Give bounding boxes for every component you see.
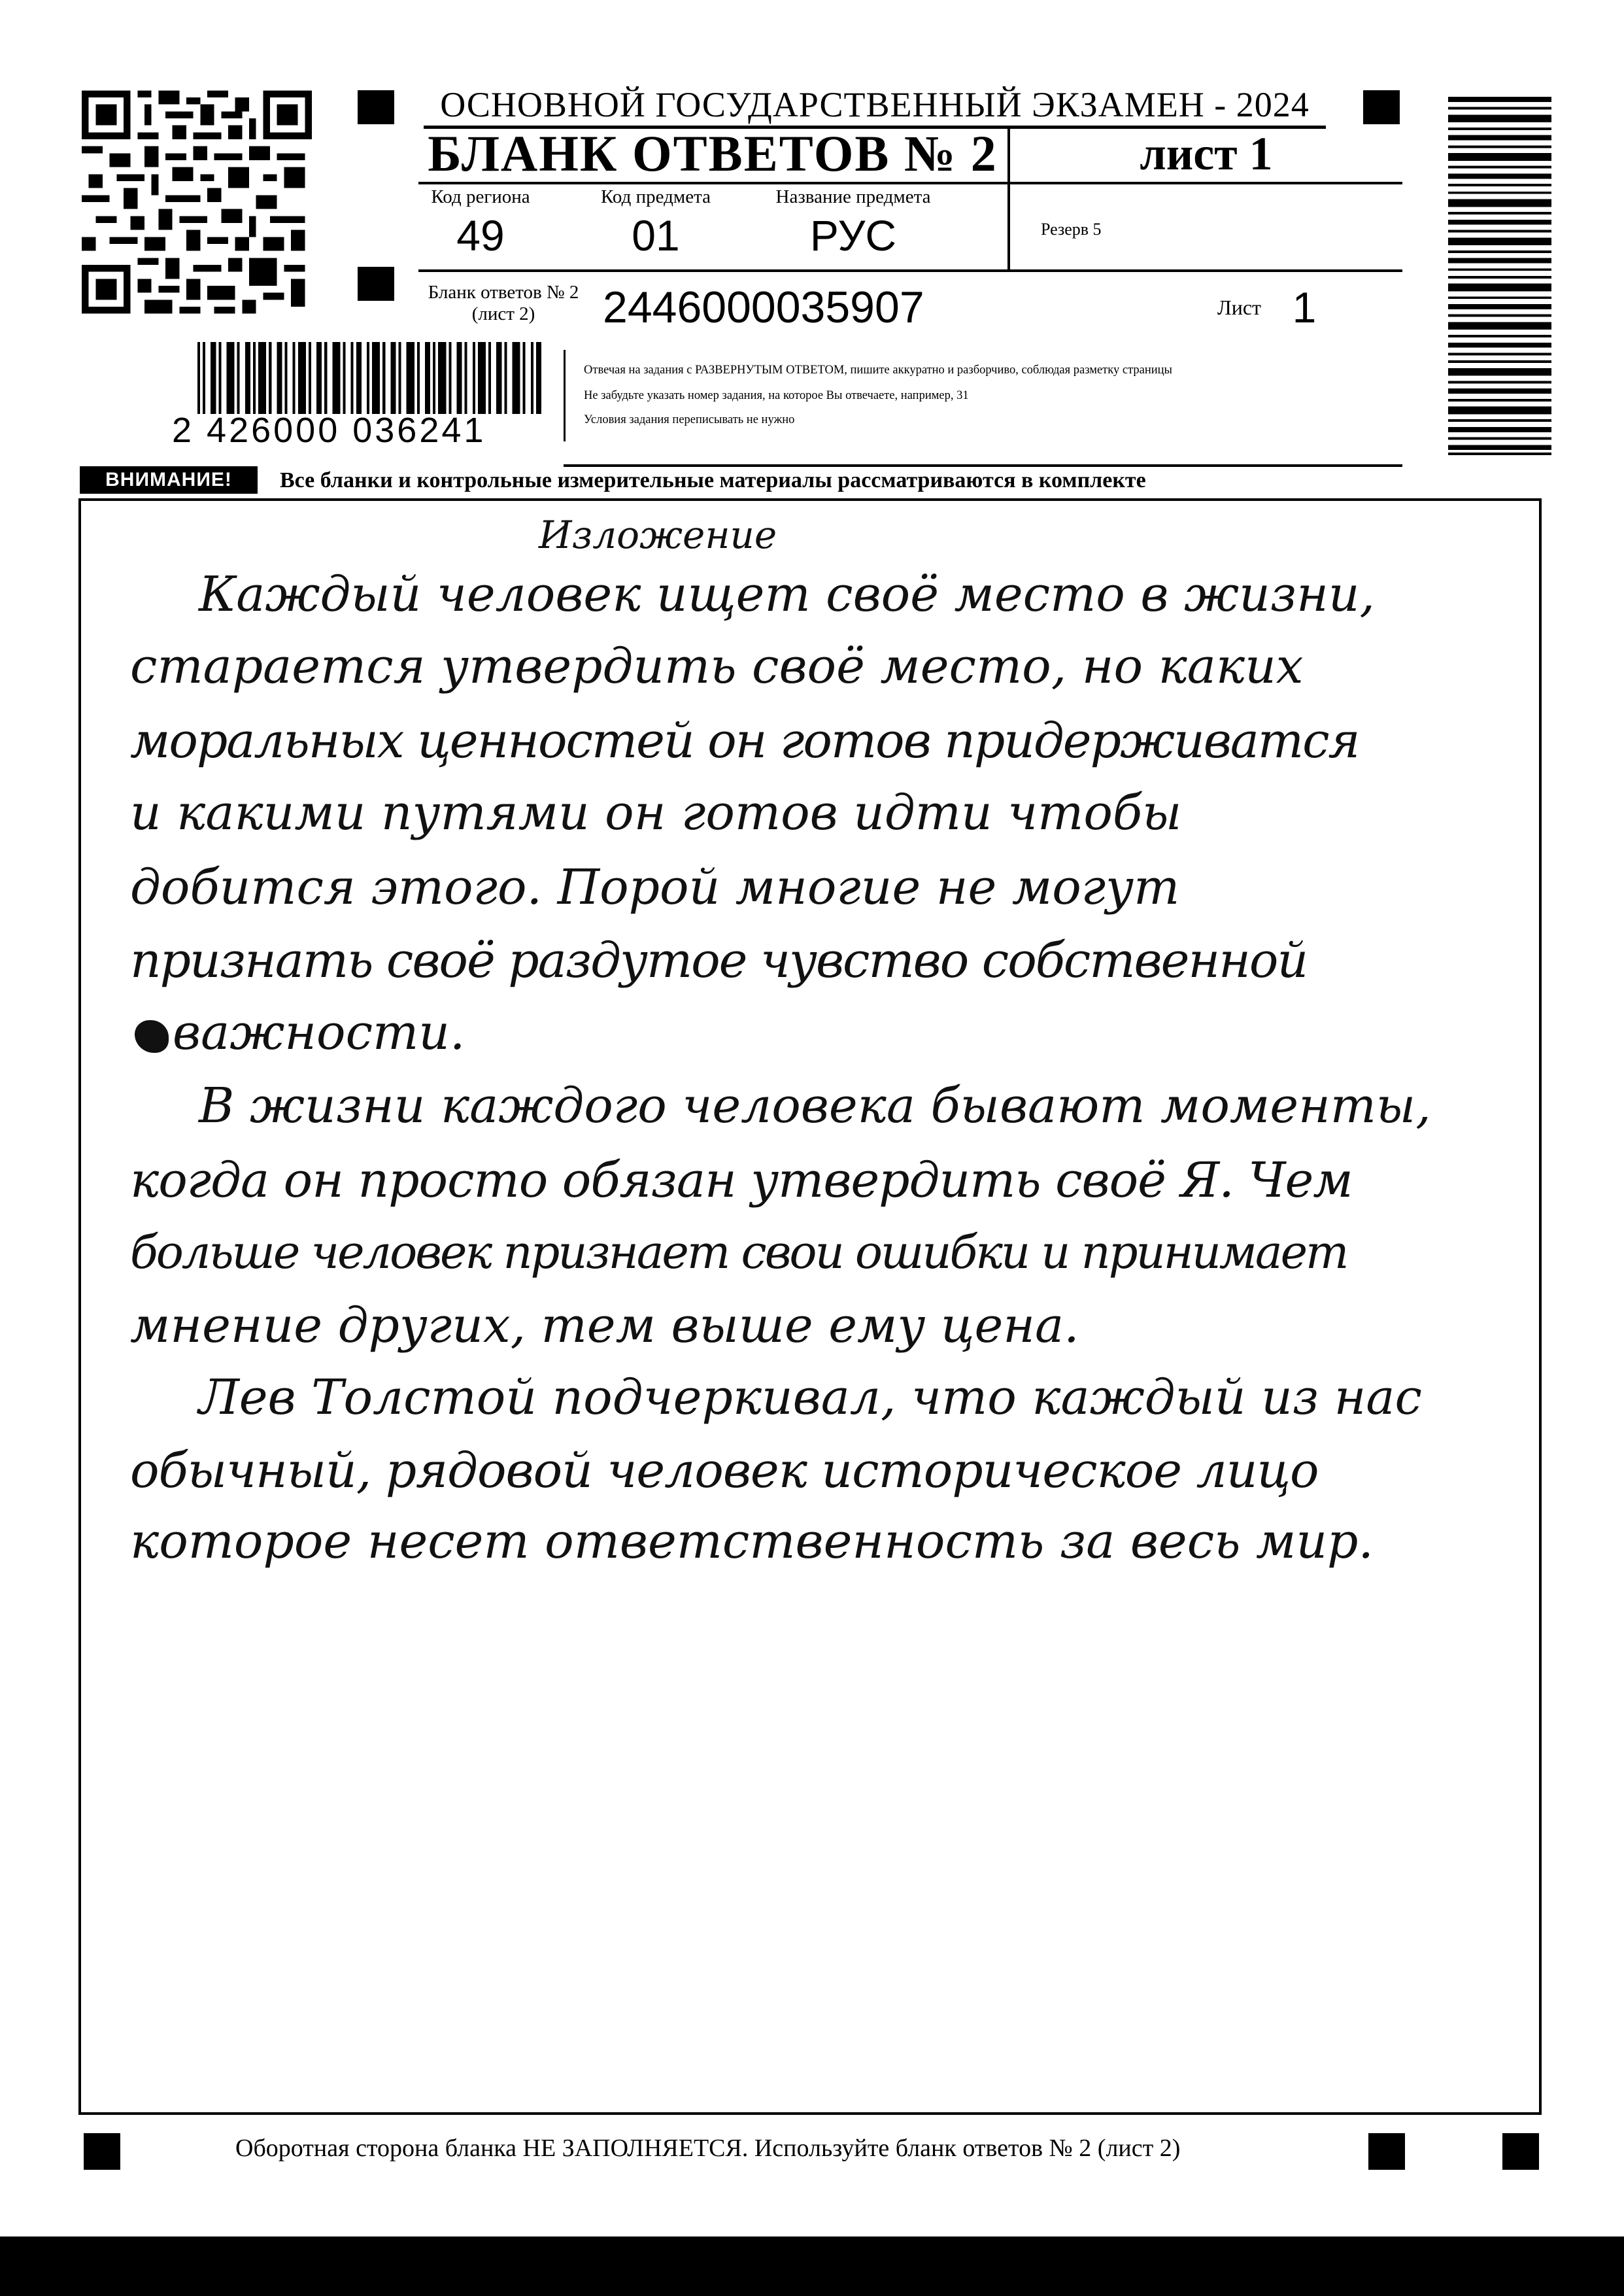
instruction-line: Не забудьте указать номер задания, на которое Вы отвечаете, например, 31 <box>584 389 969 402</box>
sheet-title: лист 1 <box>1140 128 1273 180</box>
handwritten-line: и какими путями он готов идти чтобы <box>130 785 1182 841</box>
handwritten-line: больше человек признает свои ошибки и принимает <box>130 1225 1347 1279</box>
attention-text: Все бланки и контрольные измерительные материалы рассматриваются в комплекте <box>280 468 1146 492</box>
sheet-number: 1 <box>1292 283 1317 332</box>
handwritten-line: В жизни каждого человека бывают моменты, <box>199 1078 1431 1134</box>
subject-code-label: Код предмета <box>601 186 711 207</box>
handwritten-line: мнение других, тем выше ему цена. <box>130 1297 1079 1354</box>
registration-mark <box>84 2133 120 2170</box>
instruction-divider <box>564 350 566 441</box>
region-label: Код региона <box>431 186 530 207</box>
attention-badge: ВНИМАНИЕ! <box>80 466 258 494</box>
handwritten-line: добится этого. Порой многие не могут <box>130 859 1180 916</box>
header-rule <box>418 182 1402 184</box>
region-value: 49 <box>456 211 505 260</box>
handwritten-line: обычный, рядовой человек историческое лицо <box>130 1443 1319 1499</box>
registration-mark <box>1363 90 1400 124</box>
handwritten-line: признать своё раздутое чувство собственной <box>130 933 1308 989</box>
handwritten-line: Каждый человек ищет своё место в жизни, <box>199 566 1376 623</box>
barcode-digits: 2 426000 036241 <box>172 411 486 450</box>
instruction-line: Отвечая на задания с РАЗВЕРНУТЫМ ОТВЕТОМ, пишите аккуратно и разборчиво, соблюдая разметку страницы <box>584 364 1172 377</box>
header-divider <box>1007 128 1010 269</box>
form-ref-line2: (лист 2) <box>471 303 535 324</box>
handwritten-line: важности. <box>173 1004 465 1061</box>
sheet-number-label: Лист <box>1217 296 1262 319</box>
handwritten-line: когда он просто обязан утвердить своё Я. Чем <box>130 1152 1353 1208</box>
essay-title: Изложение <box>539 513 777 557</box>
registration-mark <box>1368 2133 1405 2170</box>
form-title: БЛАНК ОТВЕТОВ № 2 <box>428 125 998 182</box>
header-rule <box>418 269 1402 272</box>
subject-name-value: РУС <box>809 211 897 260</box>
registration-mark <box>1502 2133 1539 2170</box>
exam-title: ОСНОВНОЙ ГОСУДАРСТВЕННЫЙ ЭКЗАМЕН - 2024 <box>424 84 1326 129</box>
instruction-line: Условия задания переписывать не нужно <box>584 413 795 426</box>
handwritten-line: старается утвердить своё место, но каких <box>130 638 1304 694</box>
qr-code <box>82 90 312 314</box>
side-barcode <box>1448 97 1551 455</box>
handwritten-line: Лев Толстой подчеркивал, что каждый из нас <box>199 1369 1422 1426</box>
handwritten-line: которое несет ответственность за весь мир. <box>130 1513 1374 1569</box>
subject-code-value: 01 <box>632 211 680 260</box>
registration-mark <box>358 90 394 124</box>
registration-mark <box>358 267 394 301</box>
scribble-mark <box>135 1020 169 1053</box>
subject-name-label: Название предмета <box>775 186 931 207</box>
form-ref-line1: Бланк ответов № 2 <box>428 282 579 303</box>
scan-border <box>0 2236 1624 2296</box>
reserve-label: Резерв 5 <box>1041 220 1102 239</box>
handwritten-line: моральных ценностей он готов придерживатся <box>130 713 1359 769</box>
barcode <box>197 342 541 414</box>
answer-area <box>78 498 1542 2115</box>
footer-note: Оборотная сторона бланка НЕ ЗАПОЛНЯЕТСЯ. Используйте бланк ответов № 2 (лист 2) <box>235 2134 1181 2162</box>
form-number: 2446000035907 <box>603 283 924 332</box>
